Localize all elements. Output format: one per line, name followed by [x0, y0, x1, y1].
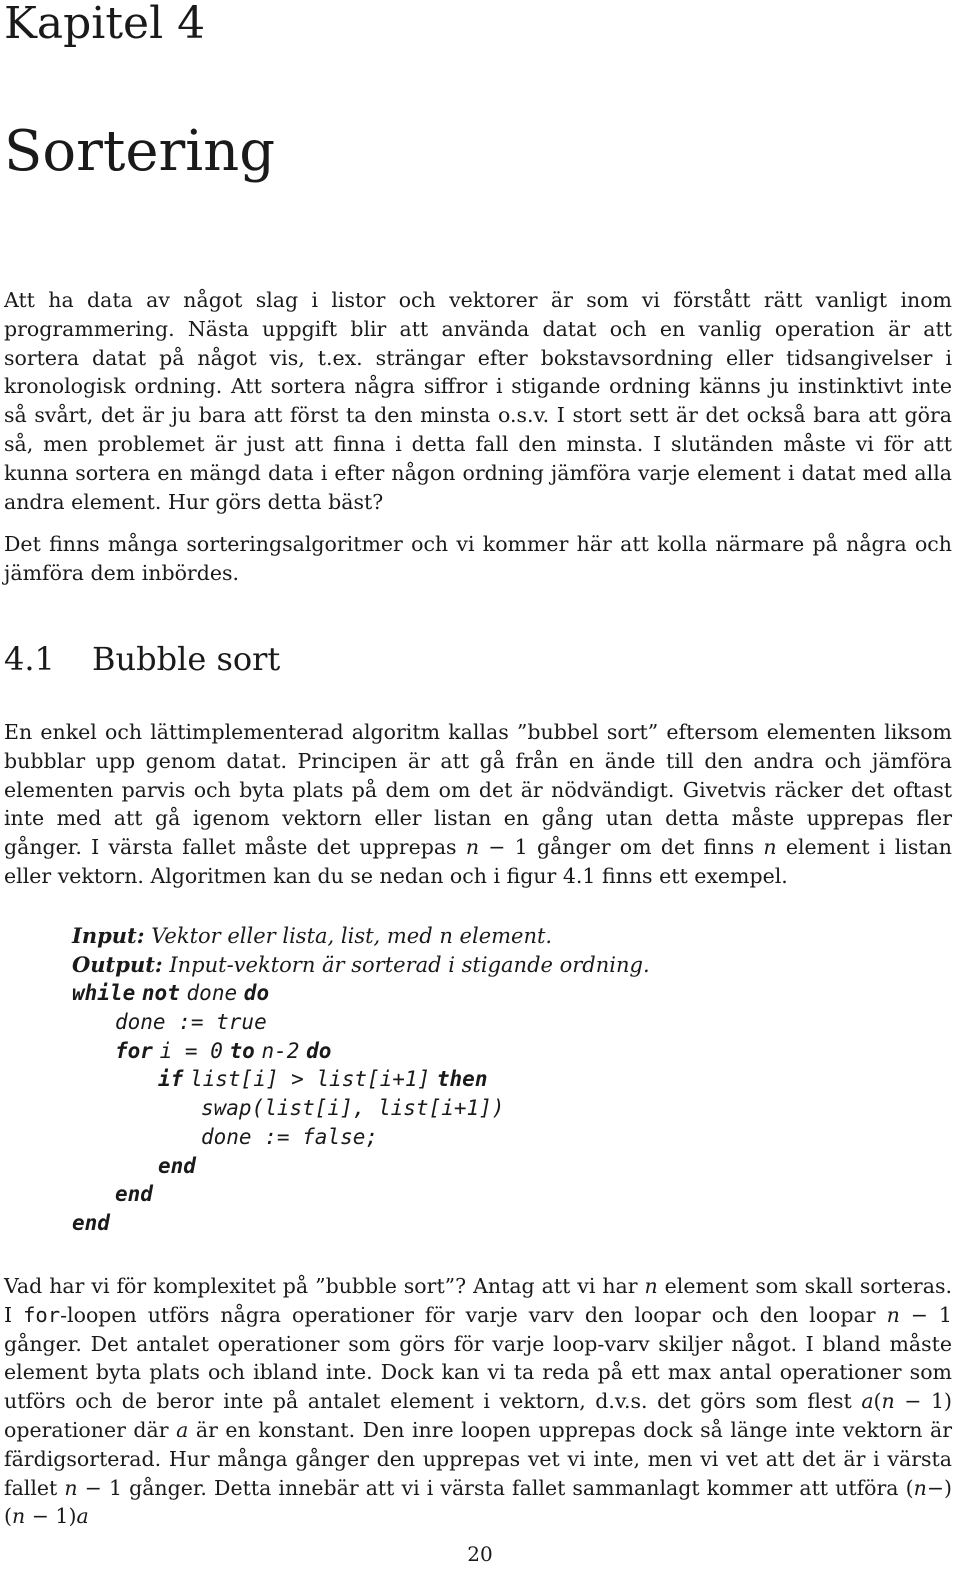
- algorithm-end-for: end: [115, 1182, 153, 1207]
- intro-paragraph-1: Att ha data av något slag i listor och vektorer är som vi förstått rätt vanligt inom programmering. Nästa uppgift blir att använda datat och en vanlig operation är att sortera datat på något vis, t.ex. strängar efter bokstavsordning eller tidsangivelser i kronologisk ordning. Att sortera några siffror i stigande ordning känns ju instinktivt inte så svårt, det är ju bara att först ta den minsta o.s.v. I stort sett är det också bara att göra så, men problemet är just att finna i detta fall den minsta. I slutänden måste vi för att kunna sortera en mängd data i efter någon ordning jämföra varje element i datat med alla andra element. Hur görs detta bäst?: [4, 288, 952, 514]
- intro-paragraph-2: Det finns många sorteringsalgoritmer och vi kommer här att kolla närmare på några och jämföra dem inbördes.: [4, 532, 952, 585]
- complexity-paragraph: Vad har vi för komplexitet på ”bubble sort”? Antag att vi har n element som skall sorteras. I for-loopen utförs några operationer för varje varv den loopar och den loopar n − 1 gånger. Det antalet operationer som görs för varje loop-varv skiljer något. I bland måste element byta plats och ibland inte. Dock kan vi ta reda på ett max antal operationer som utförs och de beror inte på antalet element i vektorn, d.v.s. det görs som flest a(n − 1) operationer där a är en konstant. Den inre loopen upprepas dock så länge inte vektorn är färdigsorterad. Hur många gånger den upprepas vet vi inte, men vi vet att det är i värsta fallet n − 1 gånger. Detta innebär att vi i värsta fallet sammanlagt kommer att utföra (n−)(n − 1)a: [4, 1274, 953, 1529]
- chapter-title: Sortering: [4, 119, 276, 184]
- section-heading: [4, 640, 280, 678]
- algorithm-for-line: for i = 0 to n-2 do: [115, 1038, 332, 1063]
- algorithm-init-line: done := true: [115, 1010, 267, 1035]
- section-paragraph: En enkel och lättimplementerad algoritm kallas ”bubbel sort” eftersom elementen liksom bubblar upp genom datat. Principen är att gå från en ände till den andra och jämföra elementen parvis och byta plats på dem om det är nödvändigt. Givetvis räcker det oftast inte med att gå igenom vektorn eller listan en gång utan detta måste upprepas fler gånger. I värsta fallet måste det upprepas n − 1 gånger om det finns n element i listan eller vektorn. Algoritmen kan du se nedan och i figur 4.1 finns ett exempel.: [4, 720, 952, 888]
- algorithm-input-line: Input: Vektor eller lista, list, med n element.: [72, 923, 553, 948]
- algorithm-end-while: end: [72, 1210, 110, 1235]
- algorithm-end-if: end: [158, 1153, 196, 1178]
- algorithm-swap-line: swap(list[i], list[i+1]): [201, 1096, 505, 1121]
- page-number: 20: [467, 1542, 493, 1566]
- algorithm-block: [72, 922, 932, 1238]
- algorithm-reset-line: done := false;: [201, 1124, 379, 1149]
- section-number: 4.1: [4, 640, 55, 678]
- algorithm-while-line: while not done do: [72, 981, 270, 1006]
- section-title: Bubble sort: [92, 640, 281, 678]
- algorithm-output-line: Output: Input-vektorn är sorterad i stigande ordning.: [72, 951, 650, 977]
- chapter-label: Kapitel 4: [4, 0, 206, 49]
- algorithm-if-line: if list[i] > list[i+1] then: [158, 1067, 488, 1092]
